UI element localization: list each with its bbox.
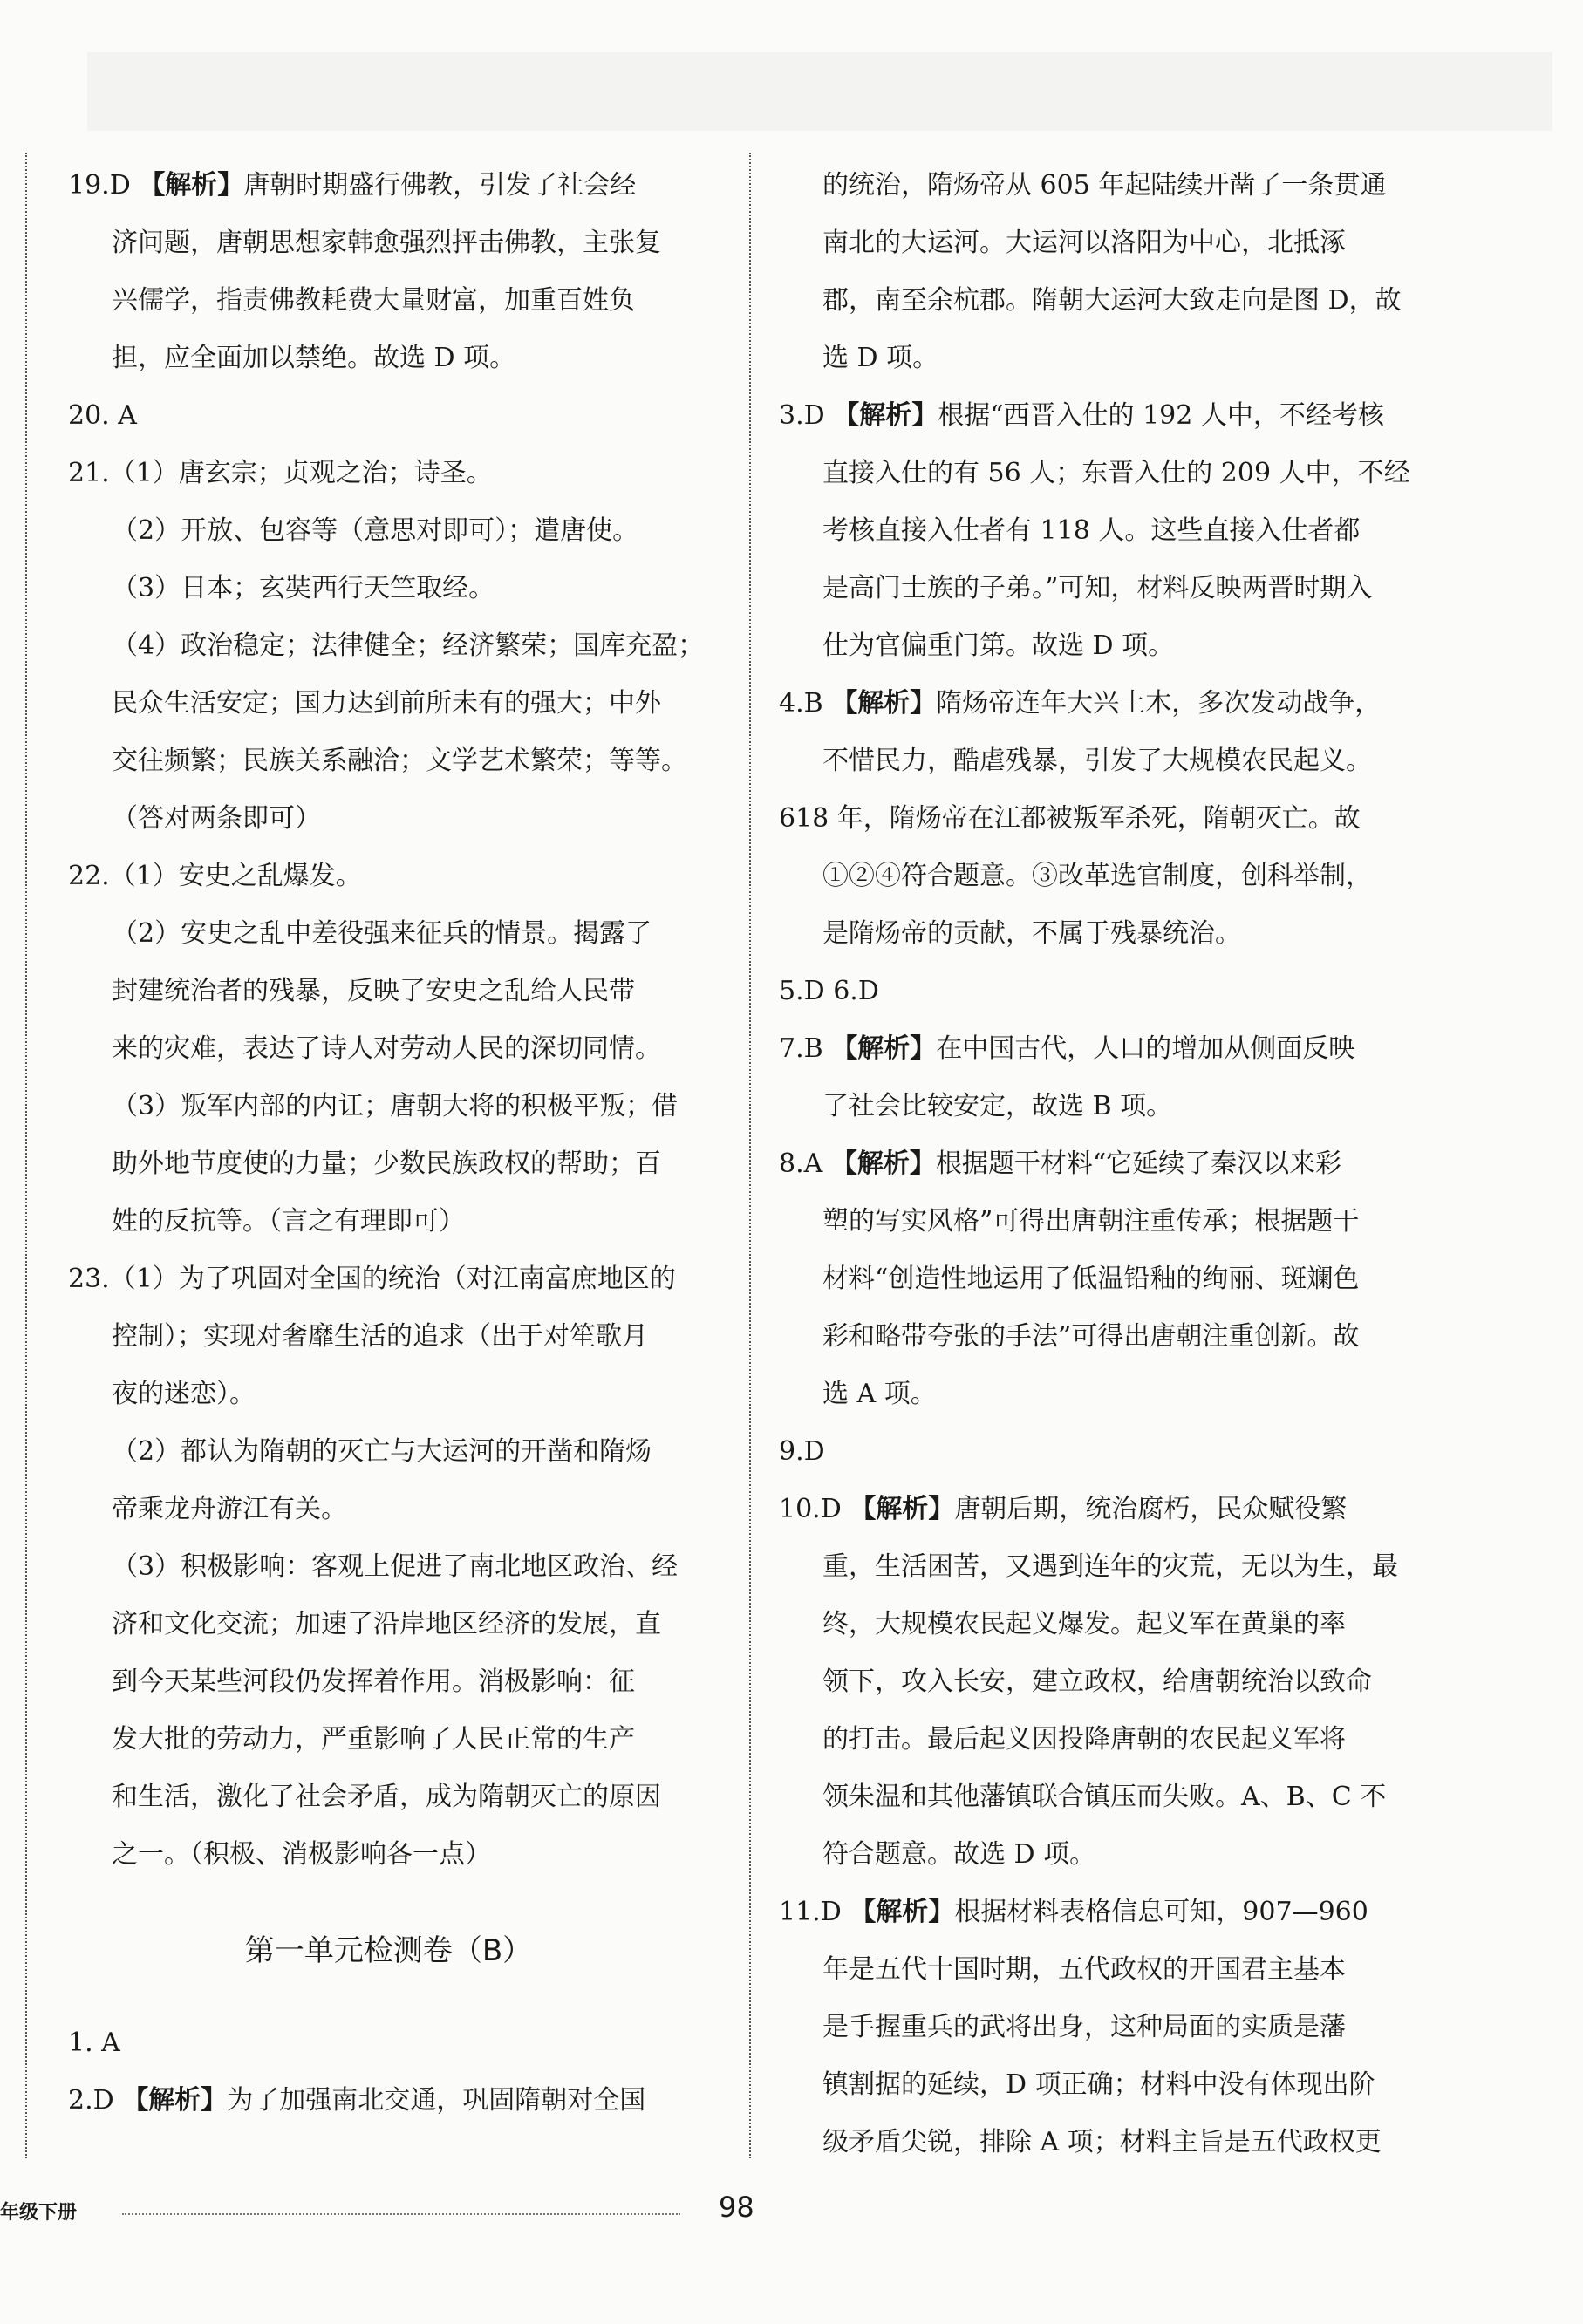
page-footer (0, 2191, 1583, 2234)
text-line: 来的灾难，表达了诗人对劳动人民的深切同情。 (112, 1033, 661, 1064)
text-line: 彩和略带夸张的手法”可得出唐朝注重创新。故 (822, 1321, 1360, 1352)
text-line: ①②④符合题意。③改革选官制度，创科举制， (822, 861, 1372, 891)
text-line: （3）日本；玄奘西行天竺取经。 (112, 573, 495, 603)
text-line: 23.（1）为了巩固对全国的统治（对江南富庶地区的 (68, 1264, 676, 1294)
text-line: （2）安史之乱中差役强来征兵的情景。揭露了 (112, 918, 652, 949)
text-line: 的统治，隋炀帝从 605 年起陆续开凿了一条贯通 (822, 170, 1387, 201)
text-line: 交往频繁；民族关系融洽；文学艺术繁荣；等等。 (112, 746, 687, 776)
text-line: 22.（1）安史之乱爆发。 (68, 861, 362, 891)
answer-lines-left (68, 157, 709, 1884)
text-line: 1. A (68, 2028, 120, 2058)
text-line: 级矛盾尖锐，排除 A 项；材料主旨是五代政权更 (822, 2127, 1382, 2157)
text-line: 之一。（积极、消极影响各一点） (112, 1839, 491, 1870)
analysis-marker: 【解析】 (849, 1897, 955, 1927)
text-line: 直接入仕的有 56 人；东晋入仕的 209 人中，不经 (822, 458, 1410, 488)
text-line: 领朱温和其他藩镇联合镇压而失败。A、B、C 不 (822, 1782, 1387, 1812)
text-line: 助外地节度使的力量；少数民族政权的帮助；百 (112, 1148, 661, 1179)
text-line: 3.D 【解析】根据“西晋入仕的 192 人中，不经考核 (779, 400, 1384, 431)
text-line: 南北的大运河。大运河以洛阳为中心，北抵涿 (822, 228, 1346, 258)
text-line: （2）都认为隋朝的灭亡与大运河的开凿和隋炀 (112, 1436, 652, 1467)
text-line: 重，生活困苦，又遇到连年的灾荒，无以为生，最 (822, 1551, 1398, 1582)
footer-dotted-rule (122, 2213, 680, 2215)
text-line: 8.A 【解析】根据题干材料“它延续了秦汉以来彩 (779, 1148, 1342, 1179)
text-line: 4.B 【解析】隋炀帝连年大兴土木，多次发动战争， (779, 688, 1382, 719)
text-line: （3）积极影响：客观上促进了南北地区政治、经 (112, 1551, 679, 1582)
text-line: 和生活，激化了社会矛盾，成为隋朝灭亡的原因 (112, 1782, 661, 1812)
answer-lines-right (779, 157, 1429, 2171)
text-line: 10.D 【解析】唐朝后期，统治腐朽，民众赋役繁 (779, 1494, 1348, 1524)
text-line: 济和文化交流；加速了沿岸地区经济的发展，直 (112, 1609, 661, 1639)
text-line: 11.D 【解析】根据材料表格信息可知，907—960 (779, 1897, 1368, 1927)
text-line: 选 A 项。 (822, 1379, 937, 1409)
text-line: （4）政治稳定；法律健全；经济繁荣；国库充盈； (112, 630, 705, 661)
text-line: 2.D 【解析】为了加强南北交通，巩固隋朝对全国 (68, 2085, 646, 2116)
text-line: 19.D 【解析】唐朝时期盛行佛教，引发了社会经 (68, 170, 637, 201)
analysis-marker: 【解析】 (139, 170, 244, 201)
left-column (68, 157, 709, 2130)
text-line: 618 年，隋炀帝在江都被叛军杀死，隋朝灭亡。故 (779, 803, 1361, 834)
analysis-marker: 【解析】 (831, 1033, 937, 1064)
text-line: 镇割据的延续，D 项正确；材料中没有体现出阶 (822, 2069, 1375, 2100)
text-line: 到今天某些河段仍发挥着作用。消极影响：征 (112, 1666, 635, 1697)
text-line: （答对两条即可） (112, 803, 321, 834)
text-line: 是隋炀帝的贡献，不属于残暴统治。 (822, 918, 1241, 949)
analysis-marker: 【解析】 (849, 1494, 955, 1524)
analysis-marker: 【解析】 (831, 688, 937, 719)
text-line: 终，大规模农民起义爆发。起义军在黄巢的率 (822, 1609, 1346, 1639)
text-line: 担，应全面加以禁绝。故选 D 项。 (112, 343, 516, 373)
text-line: 符合题意。故选 D 项。 (822, 1839, 1096, 1870)
text-line: 材料“创造性地运用了低温铅釉的绚丽、斑斓色 (822, 1264, 1360, 1294)
text-line: 9.D (779, 1436, 825, 1467)
text-line: 领下，攻入长安，建立政权，给唐朝统治以致命 (822, 1666, 1372, 1697)
text-line: （2）开放、包容等（意思对即可）；遣唐使。 (112, 515, 639, 546)
page-number: 98 (719, 2191, 754, 2224)
text-line: （3）叛军内部的内讧；唐朝大将的积极平叛；借 (112, 1091, 679, 1121)
text-line: 年是五代十国时期，五代政权的开国君主基本 (822, 1954, 1346, 1985)
text-line: 5.D 6.D (779, 976, 879, 1006)
text-line: 姓的反抗等。（言之有理即可） (112, 1206, 465, 1237)
analysis-marker: 【解析】 (122, 2085, 228, 2116)
text-line: 帝乘龙舟游江有关。 (112, 1494, 347, 1524)
text-line: 是高门士族的子弟。”可知，材料反映两晋时期入 (822, 573, 1373, 603)
top-shading (87, 52, 1552, 131)
text-line: 民众生活安定；国力达到前所未有的强大；中外 (112, 688, 661, 719)
section-title: 第一单元检测卷（B） (244, 1933, 533, 1968)
text-line: 郡，南至余杭郡。隋朝大运河大致走向是图 D，故 (822, 285, 1402, 316)
text-line: 济问题，唐朝思想家韩愈强烈抨击佛教，主张复 (112, 228, 661, 258)
text-line: 塑的写实风格”可得出唐朝注重传承；根据题干 (822, 1206, 1360, 1237)
grade-label: 年级下册 (0, 2202, 78, 2224)
text-line: 仕为官偏重门第。故选 D 项。 (822, 630, 1175, 661)
binding-cut-line-left (19, 153, 33, 2158)
text-line: 7.B 【解析】在中国古代，人口的增加从侧面反映 (779, 1033, 1355, 1064)
analysis-marker: 【解析】 (830, 1148, 936, 1179)
text-line: 封建统治者的残暴，反映了安史之乱给人民带 (112, 976, 635, 1006)
text-line: 夜的迷恋）。 (112, 1379, 256, 1409)
analysis-marker: 【解析】 (833, 400, 938, 431)
text-line: 控制）；实现对奢靡生活的追求（出于对笙歌月 (112, 1321, 648, 1352)
right-column (779, 157, 1429, 2171)
text-line: 了社会比较安定，故选 B 项。 (822, 1091, 1173, 1121)
column-divider (743, 153, 757, 2158)
text-line: 发大批的劳动力，严重影响了人民正常的生产 (112, 1724, 635, 1755)
text-line: 是手握重兵的武将出身，这种局面的实质是藩 (822, 2012, 1346, 2042)
text-line: 20. A (68, 400, 137, 431)
text-line: 选 D 项。 (822, 343, 939, 373)
text-line: 21.（1）唐玄宗；贞观之治；诗圣。 (68, 458, 493, 488)
text-line: 兴儒学，指责佛教耗费大量财富，加重百姓负 (112, 285, 635, 316)
text-line: 不惜民力，酷虐残暴，引发了大规模农民起义。 (822, 746, 1372, 776)
section-b-answers (68, 2014, 709, 2130)
text-line: 考核直接入仕者有 118 人。这些直接入仕者都 (822, 515, 1361, 546)
text-line: 的打击。最后起义因投降唐朝的农民起义军将 (822, 1724, 1346, 1755)
